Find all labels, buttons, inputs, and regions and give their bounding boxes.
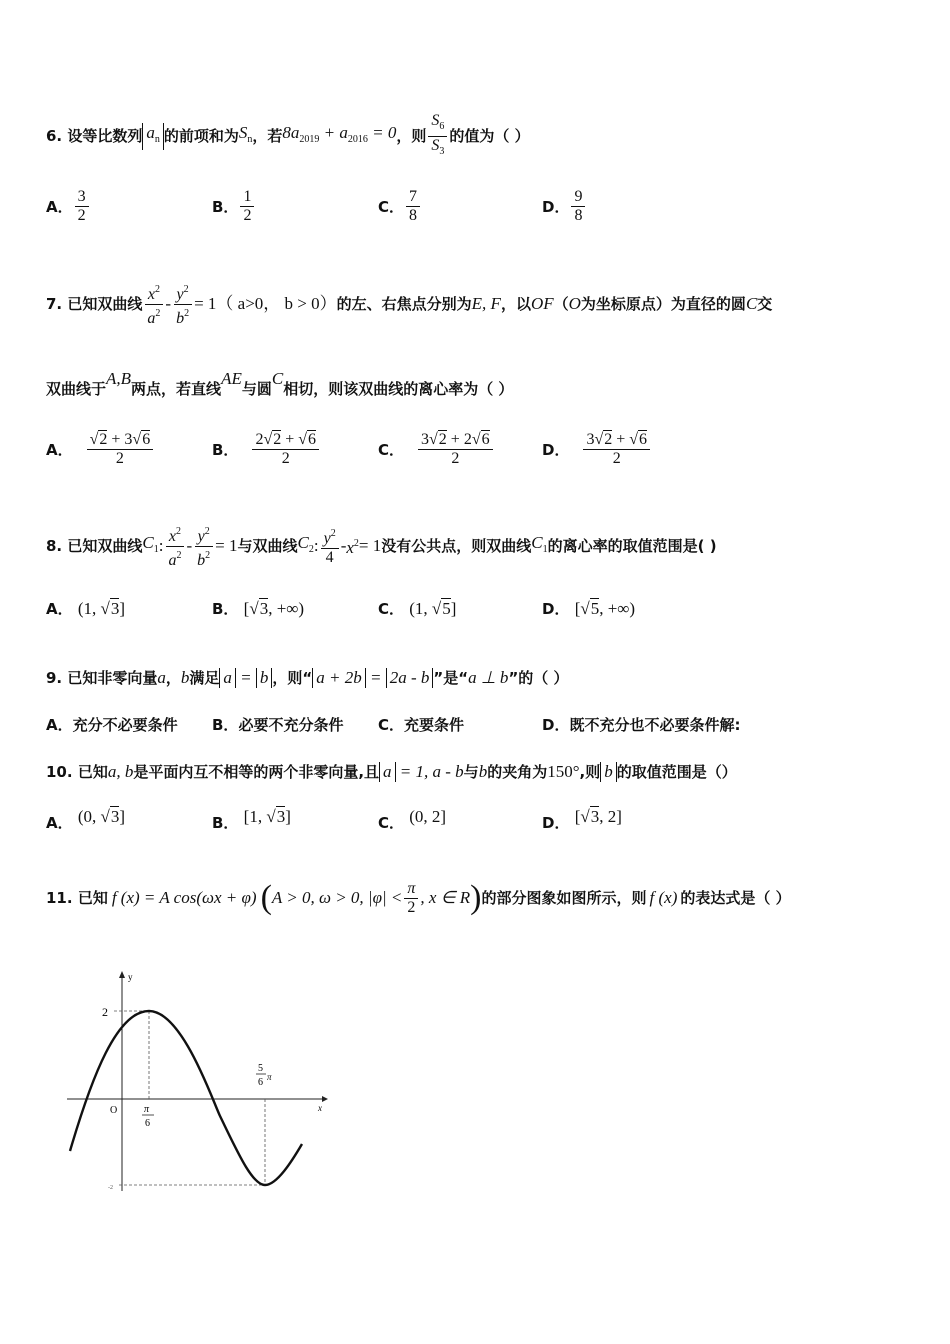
y-axis-arrow [119,971,125,978]
q7-option-b[interactable]: B． $\frac{2√2 + √6}{2}$ [212,430,321,468]
pi6-denominator: 6 [145,1118,150,1129]
x2-numerator: 5 [258,1063,263,1074]
question-9: 9. 已知非零向量 a ， b 满足 a = b ，则“ a + 2b = 2a - b ”是“ a ⊥ b ”的（ ） [46,668,569,687]
ratio-fraction: $\frac{S_6}{S_3}$ [428,112,447,161]
question-9-number: 9. [46,669,63,687]
q6-option-b[interactable]: B． $\frac{1}{2}$ [212,188,256,225]
q9-option-b[interactable]: B．必要不充分条件 [212,716,344,734]
y-axis-label: y [128,972,133,982]
question-7-line-1: 7. 已知双曲线 $\frac{x^2}{a^2}$ - $\frac{y^2}{b^2}$ = 1 （ a>0， b > 0） 的左、右焦点分别为 E, F ，以 OF （ O 为坐标原点）为直径的圆 C 交 [46,276,772,332]
q10-option-c[interactable]: C． (0, 2] [378,806,447,832]
min-label: -2 [108,1185,113,1191]
sum-symbol: $S_n$ [238,122,253,145]
q9-option-c[interactable]: C．充要条件 [378,716,465,734]
q8-option-d[interactable]: D． [√5, +∞) [542,599,636,618]
question-6-text-5: 的值为（ ） [449,127,530,145]
x2-pi: π [267,1072,272,1082]
q9-option-a[interactable]: A．充分不必要条件 [46,716,178,734]
q10-option-b[interactable]: B． [1, √3] [212,807,291,832]
hyperbola-condition: （ a>0， b > 0） [216,294,337,313]
q6-option-a[interactable]: A． $\frac{3}{2}$ [46,188,91,225]
question-6-text-3: ，若 [252,127,283,145]
sequence-symbol: $a_n$ [142,123,164,150]
foci-labels: E, F [471,294,501,313]
q8-option-a[interactable]: A． (1, √3] [46,599,126,618]
x-axis-label: x [318,1103,322,1113]
question-11-number: 11. [46,889,73,907]
question-8-number: 8. [46,537,63,555]
pi6-numerator: π [144,1104,150,1115]
q7-option-a[interactable]: A． $\frac{√2 + 3√6}{2}$ [46,430,155,468]
max-label: 2 [102,1005,108,1019]
condition-formula: $8a_{2019} + a_{2016} = 0$ [282,122,397,145]
question-10-number: 10. [46,763,73,781]
origin-label: O [110,1105,118,1116]
question-7-line-2: 双曲线于 A,B 两点，若直线 AE 与圆 C 相切，则该双曲线的离心率为（ ） [46,369,514,398]
question-8: 8. 已知双曲线 $C_1$ : $\frac{x^2}{a^2}$ - $\frac{y^2}{b^2}$ = 1 与双曲线 $C_2$ : $\frac{y^2}{4}$ - $x^2$ = 1 没有公共点，则双曲线 $C_1$ 的离心率的取值范围是( ) [46,518,717,574]
hyperbola-x-term: $\frac{x^2}{a^2}$ [144,281,163,328]
cosine-curve [70,1011,302,1185]
q8-option-c[interactable]: C． (1, √5] [378,599,457,618]
question-7-number: 7. [46,295,63,313]
question-6-text-4: ，则 [396,127,427,145]
q7-option-c[interactable]: C． $\frac{3√2 + 2√6}{2}$ [378,430,495,468]
q8-option-b[interactable]: B． [√3, +∞) [212,599,305,618]
q6-option-c[interactable]: C． $\frac{7}{8}$ [378,188,422,225]
question-6-text-1: 设等比数列 [67,127,143,145]
question-6-text-2: 的前项和为 [163,127,239,145]
question-6 [46,110,530,162]
function-graph [62,966,332,1206]
q10-option-a[interactable]: A． (0, √3] [46,807,126,832]
x-axis-arrow [322,1096,328,1102]
q7-option-d[interactable]: D． $\frac{3√2 + √6}{2}$ [542,430,652,468]
question-11: 11. 已知 f (x) = A cos(ωx + φ) ( A > 0, ω > 0, |φ| < $\frac{\pi}{2}$ , x ∈ R ) 的部分图象如图所示，则 f (x) 的表达式是（ ） [46,879,791,916]
q6-option-d[interactable]: D． $\frac{9}{8}$ [542,188,587,225]
q9-option-d[interactable]: D．既不充分也不必要条件解: [542,716,741,734]
hyperbola-y-term: $\frac{y^2}{b^2}$ [173,281,192,328]
question-6-number: 6. [46,127,63,145]
q10-option-d[interactable]: D． [√3, 2] [542,807,622,832]
question-10: 10. 已知 a, b 是平面内互不相等的两个非零向量,且 a = 1, a - b 与 b 的夹角为 150° ,则 b 的取值范围是（） [46,762,737,781]
x2-denominator: 6 [258,1077,263,1088]
